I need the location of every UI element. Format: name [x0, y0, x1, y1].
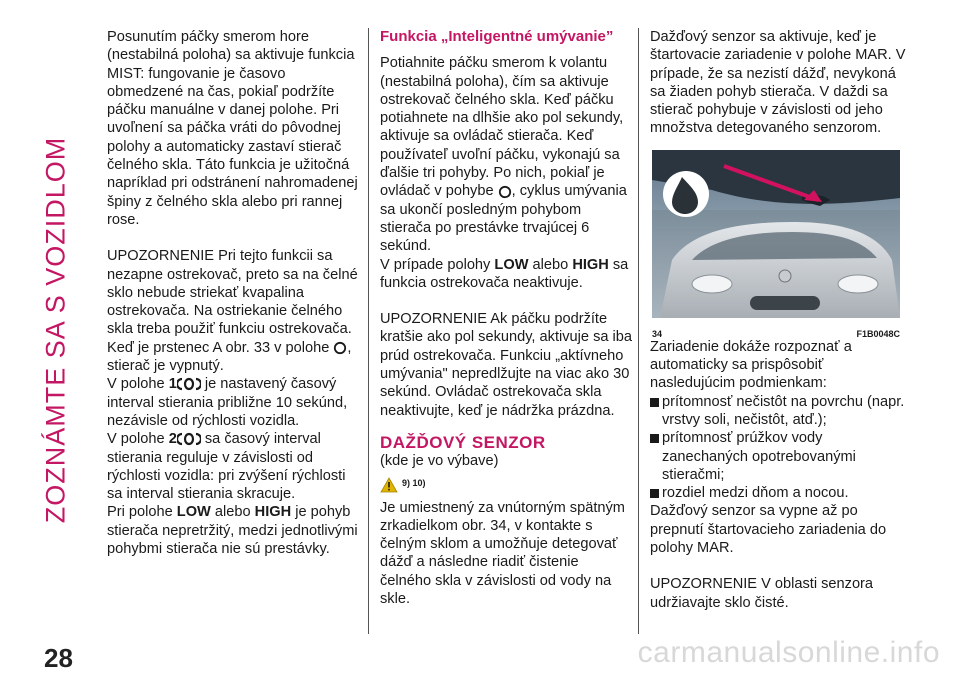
page-number: 28 [44, 643, 73, 673]
bullet-square-icon [650, 434, 659, 443]
column-2 [380, 28, 632, 608]
mist-note: UPOZORNENIE Pri tejto funkcii sa nezapne ostrekovač, preto sa na čelné sklo nebude striekať kvapalina ostrekovača. Na ostriekanie čelného skla treba použiť funkciu ostrekovača. [107, 248, 358, 338]
washer-note: UPOZORNENIE Ak páčku podržíte kratšie ako pol sekundy, aktivuje sa iba prúd ostrekovača. Funkciu „aktívneho umývania" nepredlžujte na viac ako 30 sekúnd. Ovládač ostrekovača skla neaktivujte, keď je nádržka prázdna. [380, 311, 633, 419]
interval-wiper-icon [177, 432, 201, 446]
rain-sensor-activation: Dažďový senzor sa aktivuje, keď je štartovacie zariadenie v polohe MAR. V prípade, že sa nezistí dážď, nevykoná sa žiaden pohyb stierača. V daždi sa stierač pohybuje v závislosti od jeho množstva detegovaného senzorom. [650, 29, 906, 137]
list-item: prítomnosť prúžkov vody zanechaných opotrebovanými stieračmi; [650, 429, 908, 484]
rain-sensor-figure [652, 150, 900, 340]
mist-paragraph: Posunutím páčky smerom hore (nestabilná poloha) sa aktivuje funkcia MIST: fungovanie je časovo obmedzené na čas, pokiaľ podržíte páčku manuálne v danej polohe. Pri uvoľnení sa páčka vráti do pôvodnej polohy a automaticky zastaví stierač čelného skla. Táto funkcia je užitočná napríklad pri odstránení nahromadenej špiny z čelného skla alebo pri rannej rose. [107, 29, 358, 228]
low-high-text: Pri polohe LOW alebo HIGH je pohyb stierača nepretržitý, medzi jednotlivými pohybmi stierača nie sú prestávky. [107, 504, 358, 558]
off-circle-icon [333, 341, 347, 355]
off-position-text: Keď je prstenec A obr. 33 v polohe , stierač je vypnutý. [107, 339, 352, 375]
figure-number: 34 [652, 329, 663, 340]
column-3 [650, 28, 908, 612]
windshield-sensor-image [652, 150, 900, 318]
sensor-off-note: Dažďový senzor sa vypne až po prepnutí štartovacieho zariadenia do polohy MAR. [650, 503, 887, 557]
position-2-text: V polohe 2 sa časový interval stierania reguluje v závislosti od rýchlosti vozidla: pri zvýšení rýchlosti sa interval stierania skracuje. [107, 431, 346, 503]
interval-wiper-icon [177, 377, 201, 391]
position-1-text: V polohe 1 je nastavený časový interval stierania približne 10 sekúnd, nezávisle od rýchlosti vozidla. [107, 376, 348, 429]
list-item: prítomnosť nečistôt na povrchu (napr. vrstvy soli, nečistôt, atď.); [650, 393, 908, 430]
warning-triangle-icon [380, 477, 398, 493]
rain-sensor-location: Je umiestnený za vnútorným spätným zrkadielkom obr. 34, v kontakte s čelným sklom a umožňuje detegovať dážď a následne riadiť čistenie čelného skla v závislosti od vody na skle. [380, 499, 625, 608]
watermark: carmanualsonline.info [637, 636, 940, 669]
column-1 [107, 28, 359, 558]
section-side-title: ZOZNÁMTE SA S VOZIDLOM [40, 136, 71, 524]
column-divider [638, 28, 639, 634]
low-high-note: V prípade polohy LOW alebo HIGH sa funkcia ostrekovača neaktivuje. [380, 256, 629, 291]
list-item: rozdiel medzi dňom a nocou. [650, 484, 908, 502]
column-divider [368, 28, 369, 634]
bullet-square-icon [650, 398, 659, 407]
smart-wash-paragraph: Potiahnite páčku smerom k volantu (nestabilná poloha), čím sa aktivuje ostrekovač čelného skla. Keď páčku potiahnete na dlhšie ako pol sekundy, aktivuje sa ovládač stierača. Keď používateľ uvoľní páčku, vykonajú sa ďalšie tri pohyby. Po nich, pokiaľ je ovládač v pohybe , cyklus umývania sa ukončí posledným pohybom stierača po prestávke trvajúcej 6 sekúnd. [380, 55, 627, 255]
smart-wash-title: Funkcia „Inteligentné umývanie” [380, 28, 614, 45]
off-circle-icon [498, 185, 512, 199]
bullet-square-icon [650, 489, 659, 498]
rain-sensor-title: DAŽĎOVÝ SENZOR [380, 432, 546, 452]
warning-reference: 9) 10) [380, 473, 632, 493]
conditions-intro: Zariadenie dokáže rozpoznať a automaticky sa prispôsobiť nasledujúcim podmienkam: [650, 338, 852, 392]
sensor-clean-note: UPOZORNENIE V oblasti senzora udržiavajte sklo čisté. [650, 576, 874, 611]
figure-code: F1B0048C [856, 329, 900, 340]
rain-sensor-subtitle: (kde je vo výbave) [380, 453, 499, 470]
